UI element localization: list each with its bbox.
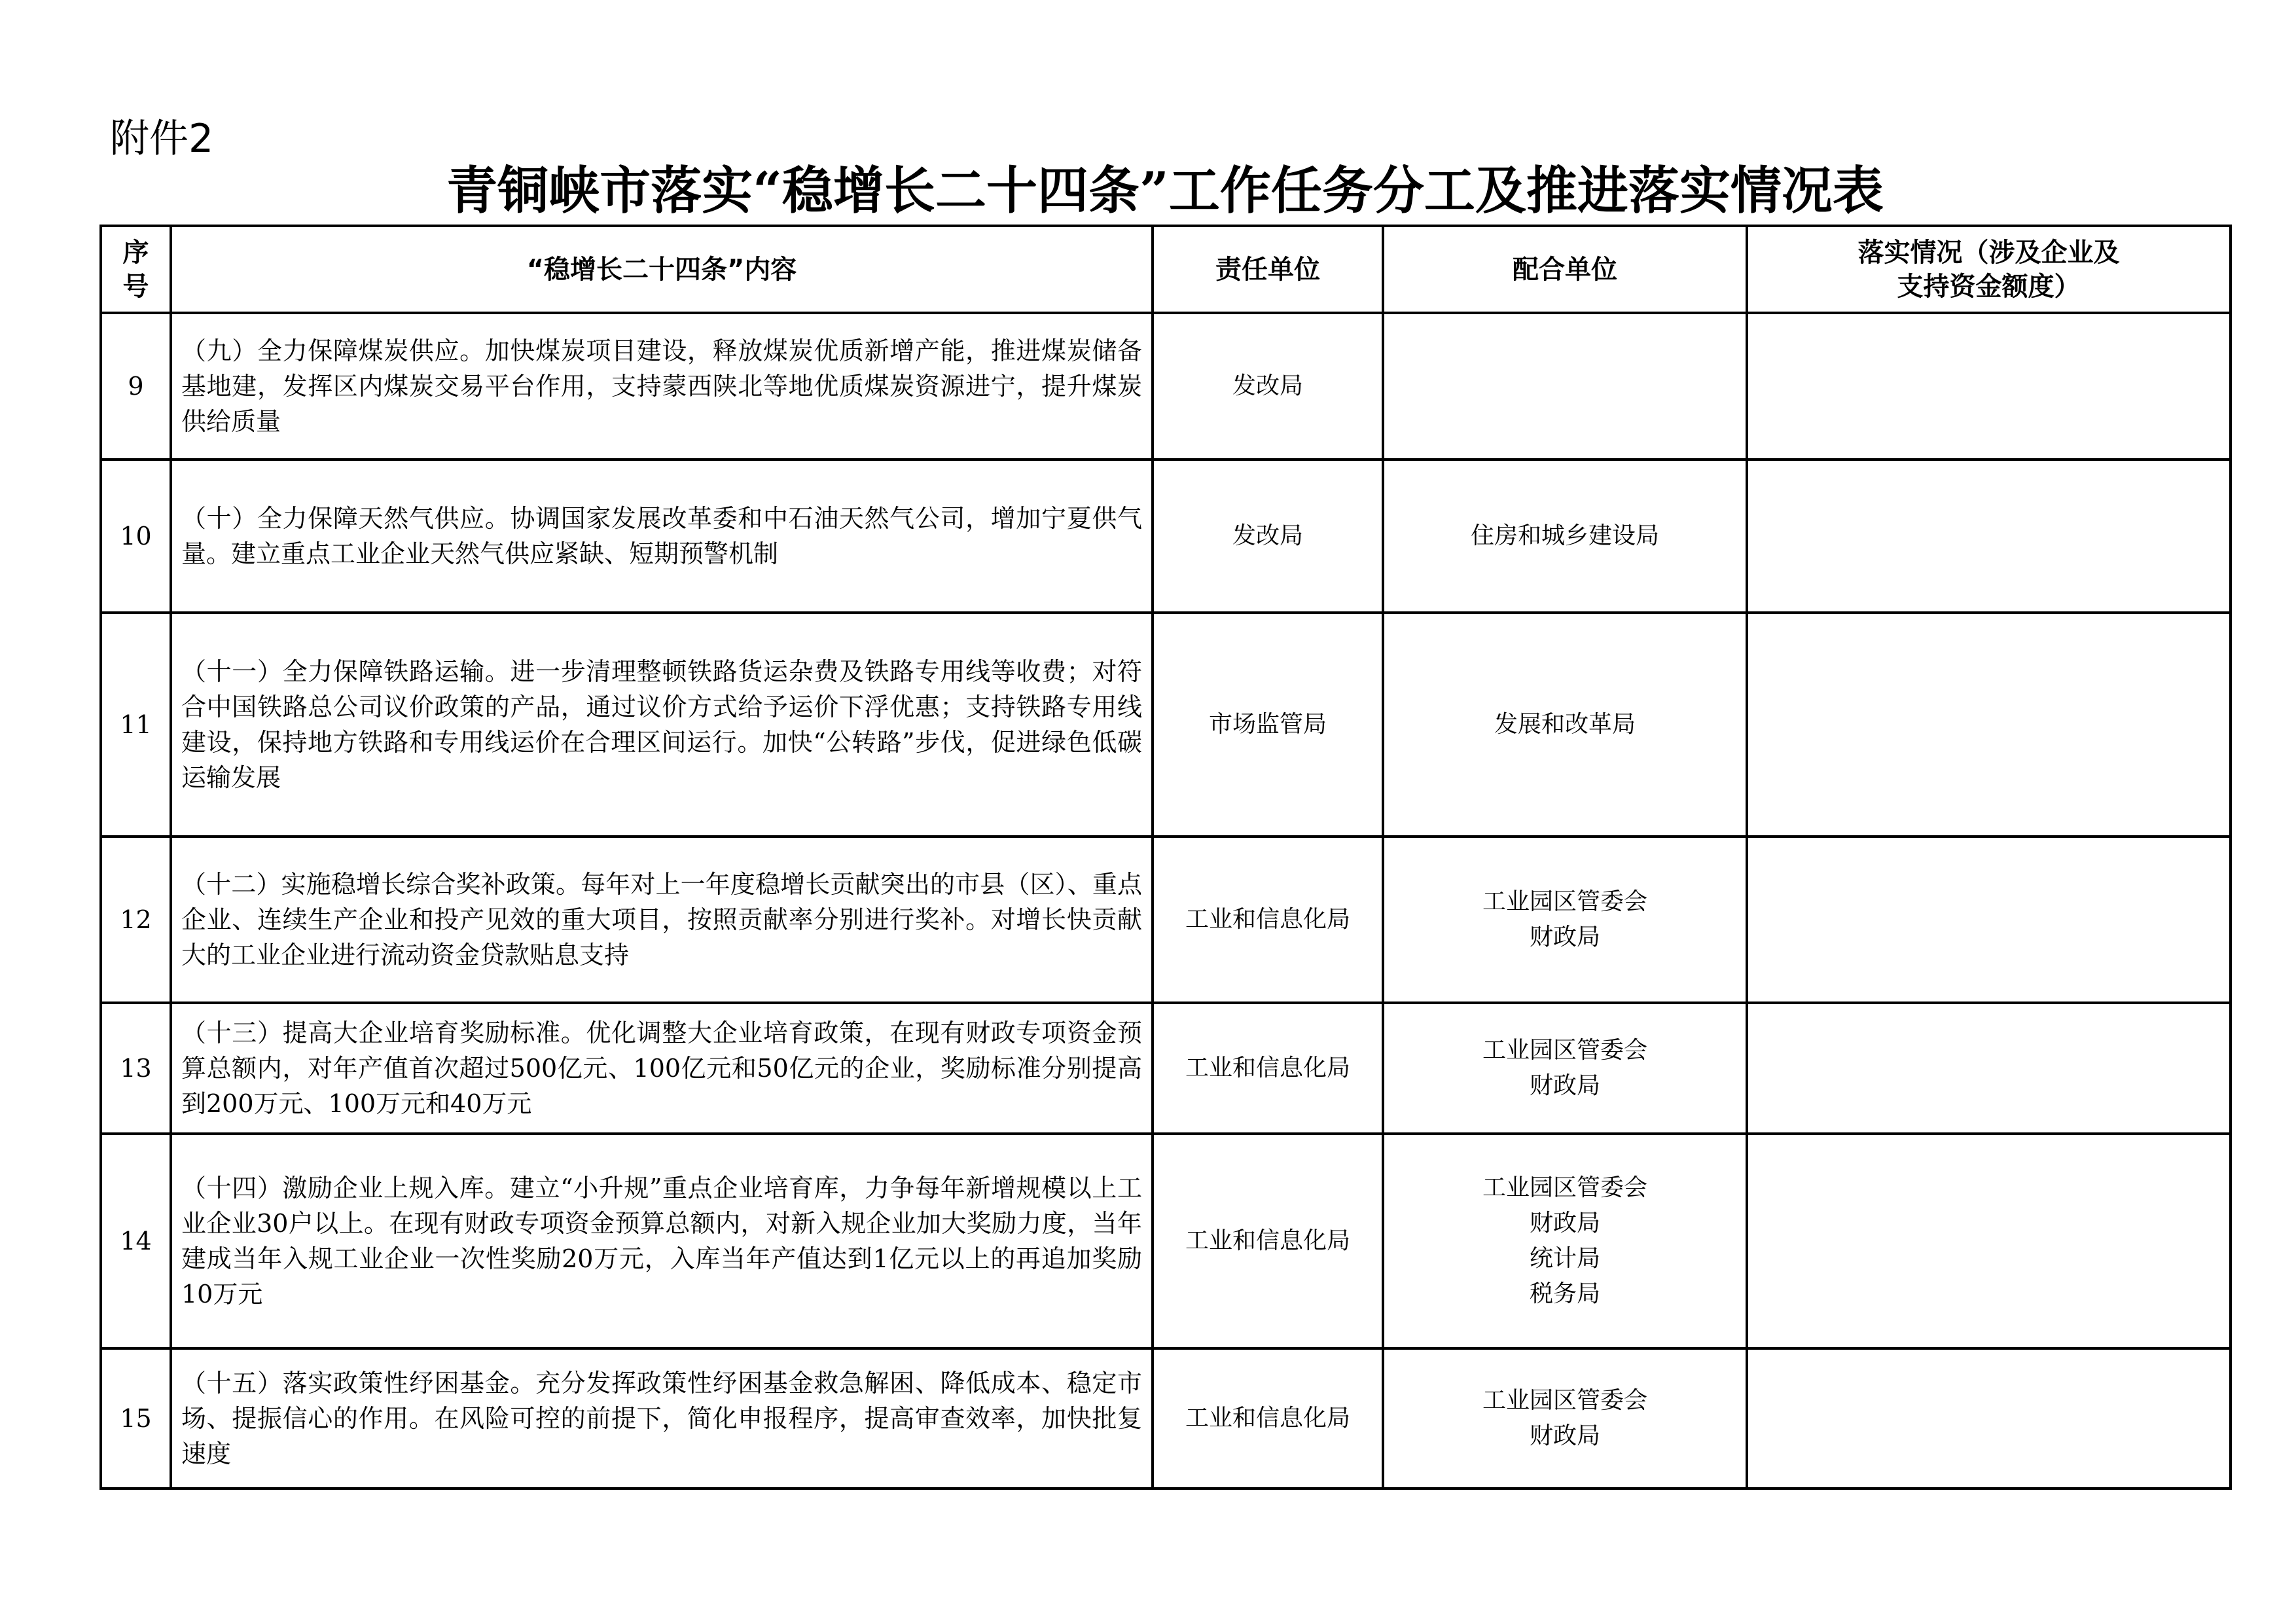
- row-content: （十一）全力保障铁路运输。进一步清理整顿铁路货运杂费及铁路专用线等收费；对符合中国铁路总公司议价政策的产品，通过议价方式给予运价下浮优惠；支持铁路专用线建设，保持地方铁路和专用线运价在合理区间运行。加快“公转路”步伐，促进绿色低碳运输发展: [171, 613, 1153, 837]
- row-number: 11: [101, 613, 171, 837]
- row-implementation-status[interactable]: [1747, 1134, 2231, 1348]
- header-no: 序号: [101, 226, 171, 313]
- row-cooperating-units: [1383, 1348, 1747, 1489]
- table-row: [101, 613, 2231, 837]
- cooperating-unit: 工业园区管委会: [1482, 1174, 1647, 1201]
- cooperating-unit: 财政局: [1529, 1210, 1600, 1236]
- row-number: 9: [101, 313, 171, 460]
- row-implementation-status[interactable]: [1747, 460, 2231, 613]
- header-content: “稳增长二十四条”内容: [171, 226, 1153, 313]
- cooperating-unit: 财政局: [1529, 1072, 1600, 1099]
- row-responsible-unit: 工业和信息化局: [1153, 837, 1383, 1003]
- cooperating-unit: 财政局: [1529, 1422, 1600, 1449]
- row-content: （十二）实施稳增长综合奖补政策。每年对上一年度稳增长贡献突出的市县（区）、重点企业、连续生产企业和投产见效的重大项目，按照贡献率分别进行奖补。对增长快贡献大的工业企业进行流动资金贷款贴息支持: [171, 837, 1153, 1003]
- row-content: （九）全力保障煤炭供应。加快煤炭项目建设，释放煤炭优质新增产能，推进煤炭储备基地建，发挥区内煤炭交易平台作用，支持蒙西陕北等地优质煤炭资源进宁，提升煤炭供给质量: [171, 313, 1153, 460]
- row-content: （十四）激励企业上规入库。建立“小升规”重点企业培育库，力争每年新增规模以上工业企业30户以上。在现有财政专项资金预算总额内，对新入规企业加大奖励力度，当年建成当年入规工业企业一次性奖励20万元，入库当年产值达到1亿元以上的再追加奖励10万元: [171, 1134, 1153, 1348]
- row-cooperating-units: [1383, 1134, 1747, 1348]
- table-row: [101, 1348, 2231, 1489]
- row-responsible-unit: 市场监管局: [1153, 613, 1383, 837]
- table-row: [101, 1003, 2231, 1134]
- header-status-line1: 落实情况（涉及企业及: [1857, 237, 2120, 268]
- row-number: 14: [101, 1134, 171, 1348]
- row-cooperating-units: [1383, 460, 1747, 613]
- row-implementation-status[interactable]: [1747, 837, 2231, 1003]
- row-responsible-unit: 发改局: [1153, 460, 1383, 613]
- row-number: 10: [101, 460, 171, 613]
- document-title: 青铜峡市落实“稳增长二十四条”工作任务分工及推进落实情况表: [446, 161, 1884, 221]
- row-responsible-unit: 工业和信息化局: [1153, 1348, 1383, 1489]
- cooperating-unit: 工业园区管委会: [1482, 888, 1647, 915]
- header-cooperating: 配合单位: [1383, 226, 1747, 313]
- table-row: [101, 1134, 2231, 1348]
- row-responsible-unit: 发改局: [1153, 313, 1383, 460]
- task-table: [99, 225, 2232, 1490]
- header-status-line2: 支持资金额度）: [1897, 271, 2081, 302]
- attachment-label: 附件2: [110, 116, 214, 162]
- table-row: [101, 460, 2231, 613]
- row-cooperating-units: [1383, 313, 1747, 460]
- cooperating-unit: 工业园区管委会: [1482, 1387, 1647, 1414]
- row-number: 15: [101, 1348, 171, 1489]
- row-cooperating-units: [1383, 1003, 1747, 1134]
- row-cooperating-units: [1383, 613, 1747, 837]
- header-responsible: 责任单位: [1153, 226, 1383, 313]
- cooperating-unit: 统计局: [1529, 1245, 1600, 1272]
- row-implementation-status[interactable]: [1747, 1348, 2231, 1489]
- row-cooperating-units: [1383, 837, 1747, 1003]
- row-responsible-unit: 工业和信息化局: [1153, 1134, 1383, 1348]
- table-row: [101, 837, 2231, 1003]
- row-content: （十五）落实政策性纾困基金。充分发挥政策性纾困基金救急解困、降低成本、稳定市场、提振信心的作用。在风险可控的前提下，简化申报程序，提高审查效率，加快批复速度: [171, 1348, 1153, 1489]
- cooperating-unit: 税务局: [1529, 1280, 1600, 1307]
- cooperating-unit: 工业园区管委会: [1482, 1037, 1647, 1064]
- header-status: [1747, 226, 2231, 313]
- table-row: [101, 313, 2231, 460]
- row-responsible-unit: 工业和信息化局: [1153, 1003, 1383, 1134]
- cooperating-unit: 财政局: [1529, 924, 1600, 950]
- cooperating-unit: 住房和城乡建设局: [1470, 522, 1659, 549]
- row-content: （十三）提高大企业培育奖励标准。优化调整大企业培育政策，在现有财政专项资金预算总额内，对年产值首次超过500亿元、100亿元和50亿元的企业，奖励标准分别提高到200万元、100万元和40万元: [171, 1003, 1153, 1134]
- row-content: （十）全力保障天然气供应。协调国家发展改革委和中石油天然气公司，增加宁夏供气量。建立重点工业企业天然气供应紧缺、短期预警机制: [171, 460, 1153, 613]
- row-implementation-status[interactable]: [1747, 1003, 2231, 1134]
- cooperating-unit: 发展和改革局: [1494, 711, 1636, 738]
- row-implementation-status[interactable]: [1747, 613, 2231, 837]
- row-number: 12: [101, 837, 171, 1003]
- row-number: 13: [101, 1003, 171, 1134]
- row-implementation-status[interactable]: [1747, 313, 2231, 460]
- table-header-row: [101, 226, 2231, 313]
